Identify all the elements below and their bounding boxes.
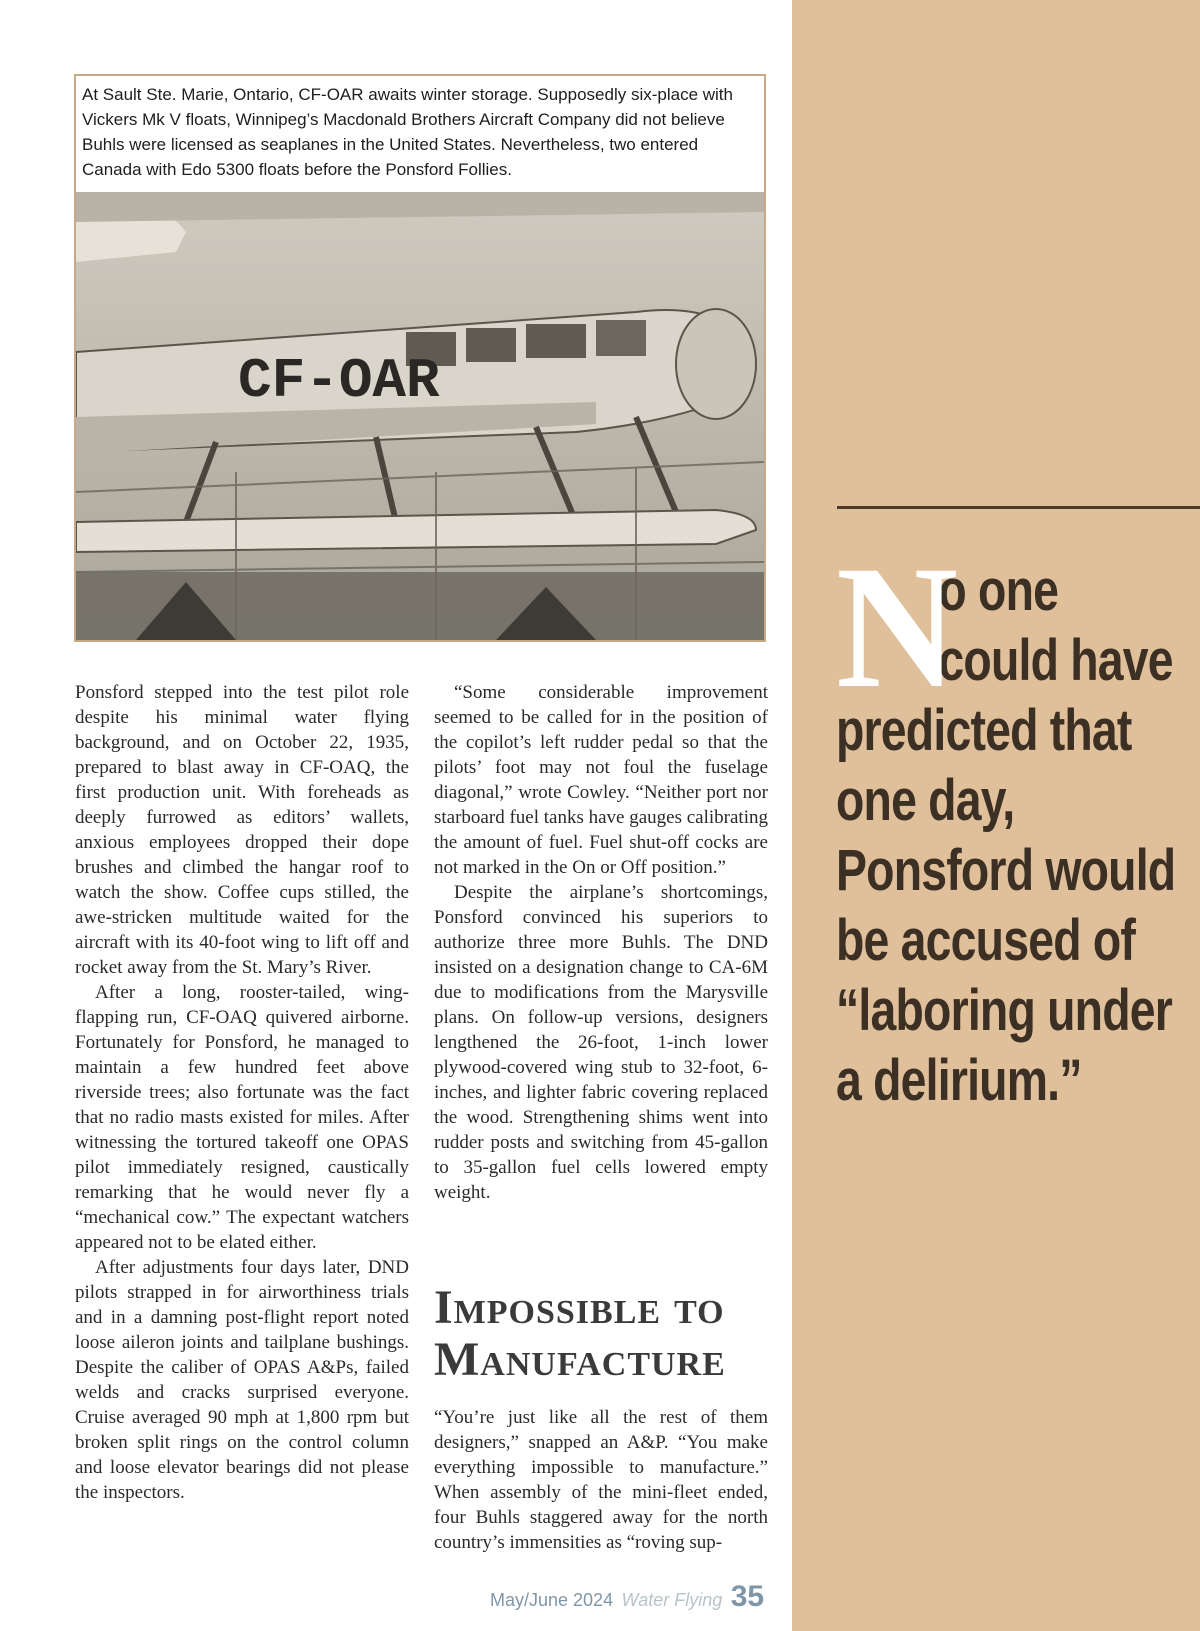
- article-paragraph: Ponsford stepped into the test pilot role despite his minimal water flying background, and on October 22, 1935, prepared to blast away in CF-OAQ, the first production unit. With foreheads as deeply furrowed as editors’ wallets, anxious employees dropped their dope brushes and climbed the hangar roof to watch the show. Coffee cups stilled, the awe-stricken multitude waited for the aircraft with its 40-foot wing to lift off and rocket away from the St. Mary’s River.: [75, 682, 409, 978]
- pull-quote-text: o one could have predicted that one day, Ponsford would be accused of “laboring under a delirium.”: [836, 558, 1176, 1113]
- aircraft-photo: [76, 192, 764, 640]
- section-heading-line: Impossible to: [434, 1281, 725, 1334]
- page-number: 35: [730, 1580, 765, 1613]
- photo-figure: [74, 74, 766, 642]
- pull-quote-drop-cap: N: [836, 530, 958, 725]
- page-footer: [490, 1580, 764, 1616]
- article-column-right: [434, 680, 768, 1205]
- article-paragraph: Despite the airplane’s shortcomings, Ponsford convinced his superiors to authorize three more Buhls. The DND insisted on a designation change to CA-6M due to modifications from the Marysville plans. On follow-up versions, designers lengthened the 26-foot, 1-inch lower plywood-covered wing stub to 32-foot, 6-inches, and lighter fabric covering replaced the wood. Strengthening shims went into rudder posts and switching from 45-gallon to 35-gallon fuel cells lowered empty weight.: [434, 882, 768, 1203]
- pull-quote: [836, 530, 1188, 1116]
- article-paragraph: After adjustments four days later, DND pilots strapped in for airworthiness trials and in a damning post-flight report noted loose aileron joints and tailplane bushings. Despite the caliber of OPAS A&Ps, failed welds and cracks surprised everyone. Cruise averaged 90 mph at 1,800 rpm but broken split rings on the control column and loose elevator bearings did not please the inspectors.: [75, 1257, 409, 1503]
- sidebar-divider: [837, 506, 1200, 509]
- article-paragraph: “Some considerable improvement seemed to be called for in the position of the copilot’s left rudder pedal so that the pilots’ foot may not foul the fuselage diagonal,” wrote Cowley. “Neither port nor starboard fuel tanks have gauges calibrating the amount of fuel. Fuel shut-off cocks are not marked in the On or Off position.”: [434, 682, 768, 878]
- article-column-left: [75, 680, 409, 1560]
- article-paragraph: “You’re just like all the rest of them designers,” snapped an A&P. “You make everything impossible to manufacture.” When assembly of the mini-fleet ended, four Buhls staggered away for the north country’s immensities as “roving sup-: [434, 1407, 768, 1553]
- article-paragraph: After a long, rooster-tailed, wing-flapping run, CF-OAQ quivered airborne. Fortunately for Ponsford, he managed to maintain a few hundred feet above riverside trees; also fortunate was the fact that no radio masts existed for miles. After witnessing the tortured takeoff one OPAS pilot immediately resigned, caustically remarking that he would never fly a “mechanical cow.” The expectant watchers appeared not to be elated either.: [75, 982, 409, 1253]
- photo-caption: At Sault Ste. Marie, Ontario, CF-OAR awaits winter storage. Supposedly six-place with Vickers Mk V floats, Winnipeg’s Macdonald Brothers Aircraft Company did not believe Buhls were licensed as seaplanes in the United States. Nevertheless, two entered Canada with Edo 5300 floats before the Ponsford Follies.: [76, 76, 764, 192]
- aircraft-registration: CF-OAR: [238, 349, 440, 413]
- magazine-name: Water Flying: [621, 1590, 723, 1610]
- section-heading: [434, 1282, 774, 1386]
- section-heading-line: Manufacture: [434, 1333, 726, 1386]
- issue-date: May/June 2024: [490, 1590, 614, 1610]
- section-body: [434, 1405, 768, 1555]
